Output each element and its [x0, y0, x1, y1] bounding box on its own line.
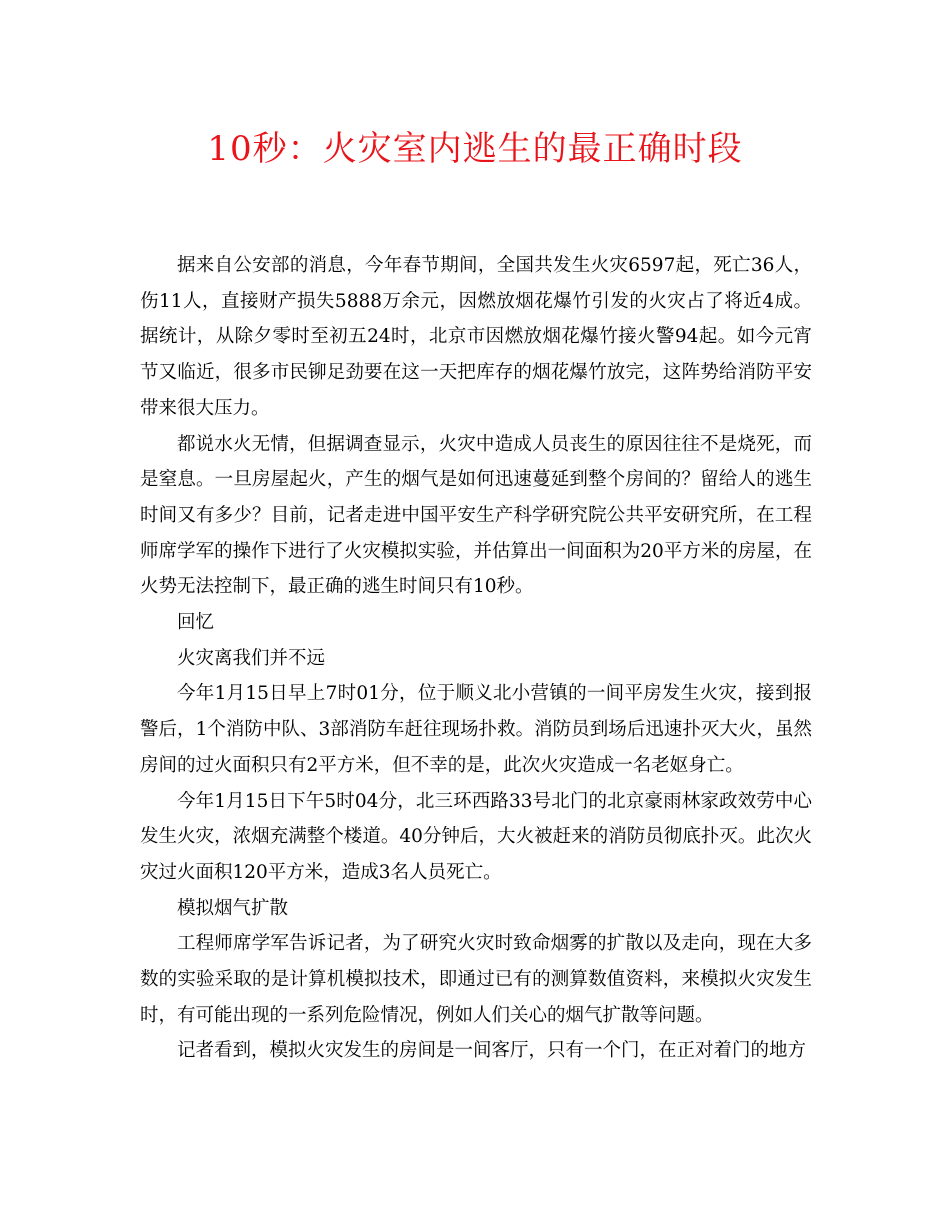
paragraph-smoke-danger: 都说水火无情，但据调查显示，火灾中造成人员丧生的原因往往不是烧死，而是窒息。一旦房屋起火，产生的烟气是如何迅速蔓延到整个房间的？留给人的逃生时间又有多少？目前，记者走进中国平安生产科学研究院公共平安研究所，在工程师席学军的操作下进行了火灾模拟实验，并估算出一间面积为20平方米的房屋，在火势无法控制下，最正确的逃生时间只有10秒。 [140, 433, 812, 598]
paragraph-simulation-method: 工程师席学军告诉记者，为了研究火灾时致命烟雾的扩散以及走向，现在大多数的实验采取的是计算机模拟技术，即通过已有的测算数值资料，来模拟火灾发生时，有可能出现的一系列危险情况，例如人们关心的烟气扩散等问题。 [140, 933, 812, 1026]
page-title: 10秒：火灾室内逃生的最正确时段 [207, 129, 743, 169]
section-heading-recall: 回忆 [177, 612, 215, 634]
section-subheading-fire-near: 火灾离我们并不远 [177, 647, 326, 669]
paragraph-case-beisanhuan: 今年1月15日下午5时04分，北三环西路33号北门的北京豪雨林家政效劳中心发生火灾，浓烟充满整个楼道。40分钟后，大火被赶来的消防员彻底扑灭。此次火灾过火面积120平方米，造成3名人员死亡。 [140, 790, 812, 883]
paragraph-case-shunyi: 今年1月15日早上7时01分，位于顺义北小营镇的一间平房发生火灾，接到报警后，1个消防中队、3部消防车赶往现场扑救。消防员到场后迅速扑灭大火，虽然房间的过火面积只有2平方米，但不幸的是，此次火灾造成一名老妪身亡。 [140, 683, 812, 776]
article-body [140, 248, 812, 1069]
paragraph-simulation-room: 记者看到，模拟火灾发生的房间是一间客厅，只有一个门，在正对着门的地方 [177, 1040, 807, 1062]
section-heading-smoke-simulation: 模拟烟气扩散 [177, 897, 289, 919]
paragraph-intro: 据来自公安部的消息，今年春节期间，全国共发生火灾6597起，死亡36人，伤11人，直接财产损失5888万余元，因燃放烟花爆竹引发的火灾占了将近4成。据统计，从除夕零时至初五24时，北京市因燃放烟花爆竹接火警94起。如今元宵节又临近，很多市民铆足劲要在这一天把库存的烟花爆竹放完，这阵势给消防平安带来很大压力。 [140, 255, 812, 419]
